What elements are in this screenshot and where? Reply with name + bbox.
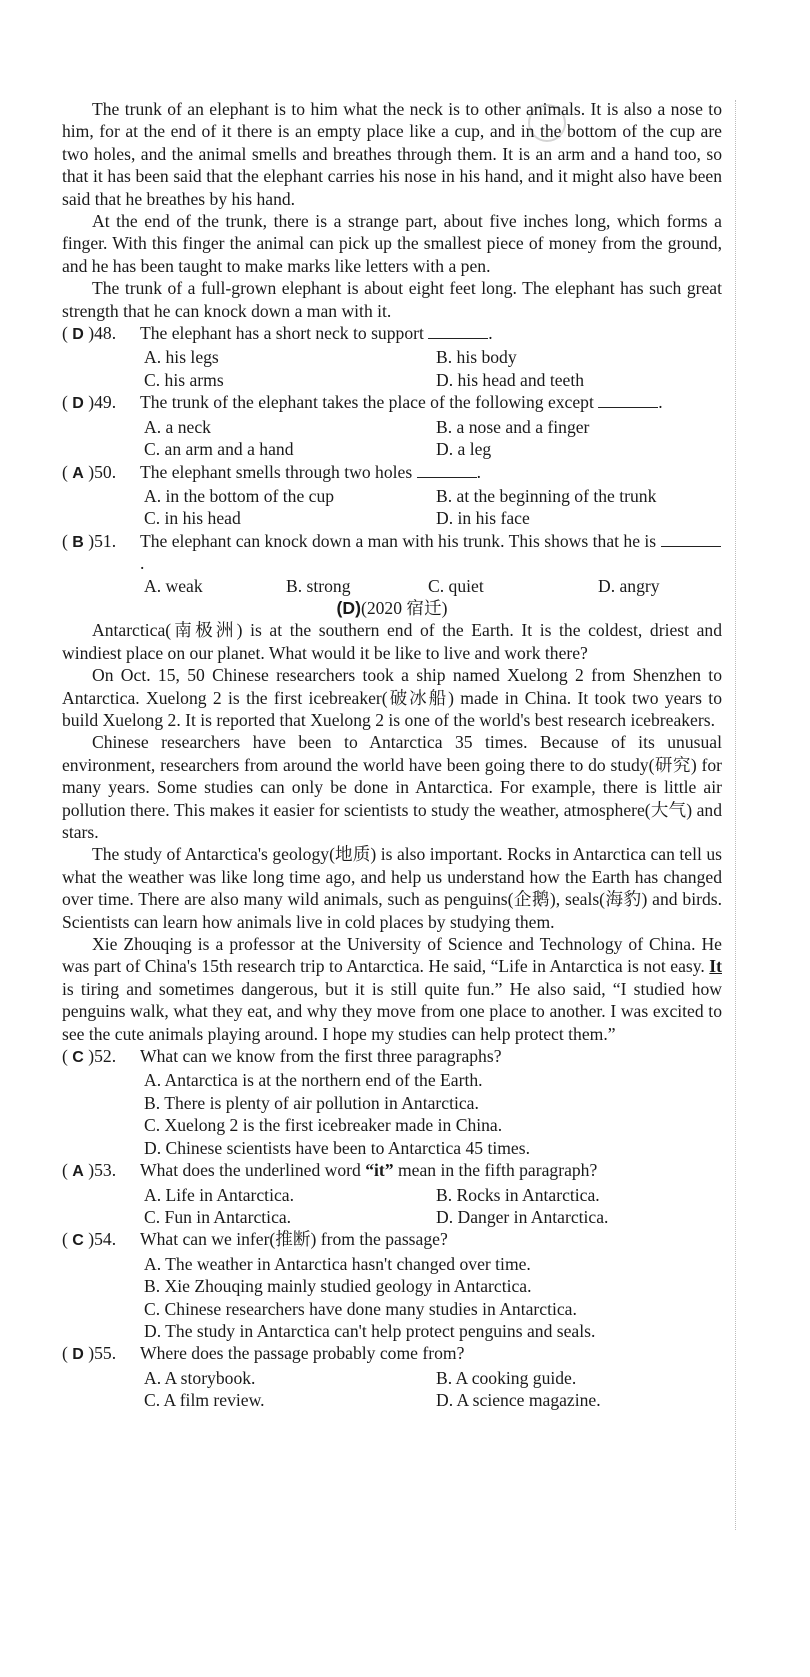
answer-blank xyxy=(417,463,477,478)
answer-slot: ( A )53. xyxy=(62,1160,117,1181)
answer-slot: ( D )49. xyxy=(62,392,117,413)
question-48 xyxy=(62,322,722,391)
question-stem: The elephant can knock down a man with his trunk. This shows that he is . xyxy=(140,530,722,575)
answer-blank xyxy=(661,532,721,547)
question-stem: The elephant smells through two holes . xyxy=(140,461,481,482)
answer-slot: ( A )50. xyxy=(62,461,117,482)
option-c: C. quiet xyxy=(428,575,484,596)
option-c: C. Fun in Antarctica. xyxy=(144,1206,292,1227)
question-stem: What can we know from the first three paragraphs? xyxy=(140,1046,502,1067)
passage-c-paragraph-1: The trunk of an elephant is to him what the neck is to other animals. It is also a nose to him, for at the end of it there is an empty place like a cup, and in the bottom of the cup are two holes, and the animal smells and breathes through them. It is an arm and a hand too, so that it has been said that the elephant carries his nose in his hand, and it might also have been said that he breathes by his hand. xyxy=(62,99,722,209)
option-a: A. a neck xyxy=(144,416,211,437)
option-b: B. strong xyxy=(286,575,351,596)
option-d: D. his head and teeth xyxy=(436,369,585,390)
option-a: A. his legs xyxy=(144,347,219,368)
answer-blank xyxy=(598,393,658,408)
option-a: A. The weather in Antarctica hasn't changed over time. xyxy=(144,1253,531,1274)
option-d: D. a leg xyxy=(436,439,492,460)
option-b: B. his body xyxy=(436,347,517,368)
answer-slot: ( B )51. xyxy=(62,530,117,551)
question-52 xyxy=(62,1045,722,1159)
question-55 xyxy=(62,1342,722,1411)
option-a: A. Antarctica is at the northern end of the Earth. xyxy=(144,1070,483,1091)
passage-d-paragraph-2: On Oct. 15, 50 Chinese researchers took a ship named Xuelong 2 from Shenzhen to Antarctica. Xuelong 2 is the first icebreaker(破冰船) made in China. It took two years to build Xuelong 2. It is reported that Xuelong 2 is one of the world's best research icebreakers. xyxy=(62,665,722,730)
question-50 xyxy=(62,461,722,530)
margin-dotted-line xyxy=(735,100,736,1530)
passage-d-paragraph-3: Chinese researchers have been to Antarctica 35 times. Because of its unusual environment, researchers from around the world have been going there to do study(研究) for many years. Some studies can only be done in Antarctica. For example, there is little air pollution there. This makes it easier for scientists to study the weather, atmosphere(大气) and stars. xyxy=(62,732,722,842)
option-b: B. Xie Zhouqing mainly studied geology in Antarctica. xyxy=(144,1276,532,1297)
option-a: A. A storybook. xyxy=(144,1367,256,1388)
question-53 xyxy=(62,1159,722,1228)
option-c: C. Xuelong 2 is the first icebreaker made in China. xyxy=(144,1115,503,1136)
option-b: B. A cooking guide. xyxy=(436,1367,577,1388)
option-d: D. in his face xyxy=(436,508,530,529)
answer-slot: ( C )52. xyxy=(62,1046,117,1067)
passage-c-paragraph-2: At the end of the trunk, there is a strange part, about five inches long, which forms a finger. With this finger the animal can pick up the smallest piece of money from the ground, and he has been taught to make marks like letters with a pen. xyxy=(62,211,722,276)
option-c: C. his arms xyxy=(144,369,224,390)
option-d: D. angry xyxy=(598,575,660,596)
option-a: A. in the bottom of the cup xyxy=(144,485,335,506)
answer-blank xyxy=(428,324,488,339)
worksheet-page xyxy=(62,98,722,1412)
option-b: B. a nose and a finger xyxy=(436,416,590,437)
option-c: C. an arm and a hand xyxy=(144,439,294,460)
question-stem: What does the underlined word “it” mean in the fifth paragraph? xyxy=(140,1160,598,1181)
question-51 xyxy=(62,530,722,597)
answer-slot: ( C )54. xyxy=(62,1229,117,1250)
option-d: D. Danger in Antarctica. xyxy=(436,1206,609,1227)
passage-d-paragraph-1: Antarctica(南极洲) is at the southern end of the Earth. It is the coldest, driest and windiest place on our planet. What would it be like to live and work there? xyxy=(62,620,722,663)
option-d: D. The study in Antarctica can't help protect penguins and seals. xyxy=(144,1320,596,1341)
option-a: A. weak xyxy=(144,575,203,596)
question-54 xyxy=(62,1228,722,1342)
question-stem: The elephant has a short neck to support . xyxy=(140,323,493,344)
option-c: C. in his head xyxy=(144,508,241,529)
passage-d-paragraph-5: Xie Zhouqing is a professor at the University of Science and Technology of China. He was part of China's 15th research trip to Antarctica. He said, “Life in Antarctica is not easy. It is tiring and sometimes dangerous, but it is still quite fun.” He also said, “I studied how penguins walk, what they eat, and why they move from one place to another. I was excited to see the cute animals playing around. I hope my studies can help protect them.” xyxy=(62,934,722,1044)
passage-c-paragraph-3: The trunk of a full-grown elephant is about eight feet long. The elephant has such great strength that he can knock down a man with it. xyxy=(62,278,722,321)
option-d: D. Chinese scientists have been to Antarctica 45 times. xyxy=(144,1137,530,1158)
option-b: B. Rocks in Antarctica. xyxy=(436,1184,600,1205)
section-d-heading: (D)(2020 宿迁) xyxy=(336,597,448,618)
option-c: C. A film review. xyxy=(144,1390,265,1411)
question-49 xyxy=(62,391,722,460)
passage-d-paragraph-4: The study of Antarctica's geology(地质) is also important. Rocks in Antarctica can tell us what the weather was like long time ago, and help us understand how the Earth has changed over time. There are also many wild animals, such as penguins(企鹅), seals(海豹) and birds. Scientists can learn how animals live in cold places by studying them. xyxy=(62,844,722,932)
option-d: D. A science magazine. xyxy=(436,1390,601,1411)
answer-slot: ( D )55. xyxy=(62,1343,117,1364)
option-c: C. Chinese researchers have done many studies in Antarctica. xyxy=(144,1298,577,1319)
underlined-word-it: It xyxy=(709,956,722,977)
question-stem: The trunk of the elephant takes the place of the following except . xyxy=(140,392,663,413)
option-b: B. at the beginning of the trunk xyxy=(436,485,657,506)
question-stem: Where does the passage probably come from? xyxy=(140,1343,465,1364)
option-b: B. There is plenty of air pollution in Antarctica. xyxy=(144,1092,479,1113)
answer-slot: ( D )48. xyxy=(62,323,117,344)
option-a: A. Life in Antarctica. xyxy=(144,1184,294,1205)
question-stem: What can we infer(推断) from the passage? xyxy=(140,1229,448,1250)
